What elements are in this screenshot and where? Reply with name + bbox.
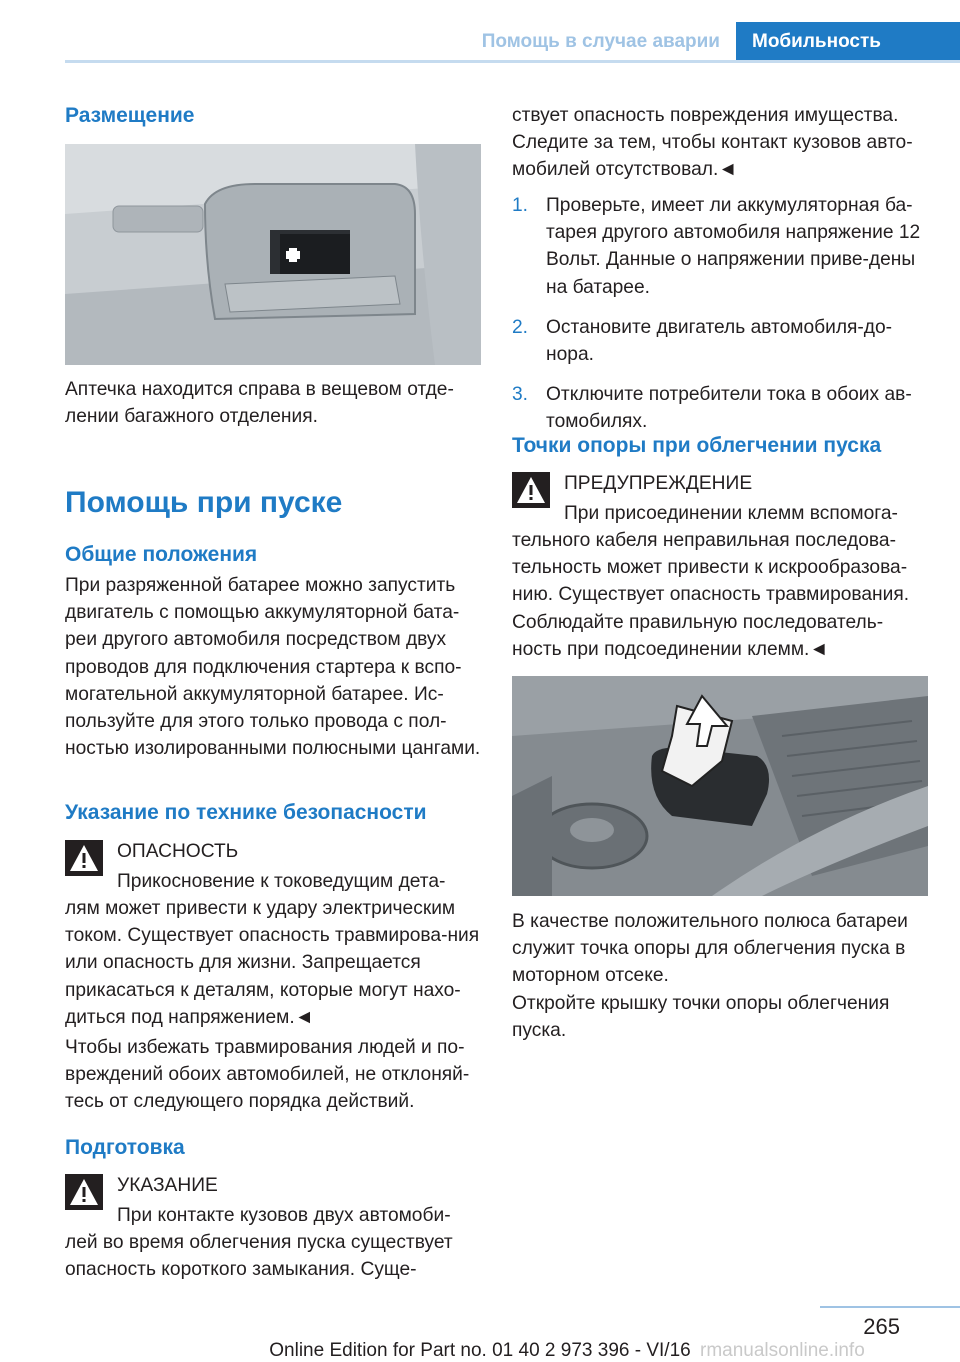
general-heading: Общие положения <box>65 543 258 566</box>
jump-points-heading: Точки опоры при облегчении пуска <box>512 434 882 457</box>
warning-icon <box>512 472 550 508</box>
danger-block <box>65 838 481 898</box>
first-aid-kit-photo <box>65 144 481 365</box>
notice-warning-icon <box>65 1174 103 1210</box>
notice-text-first-line: При контакте кузовов двух автомоби- <box>117 1205 451 1226</box>
general-text: При разряженной батарее можно запустить двигатель с помощью аккумуляторной бата-реи другого автомобиля посредством двух проводов для подключения стартера к вспо-могательной аккумуляторной батарее. Ис-пользуйте для этого только провода с пол-ностью изолированными полюсными цангами. <box>65 575 481 760</box>
header-divider <box>65 60 960 63</box>
jump-start-heading: Помощь при пуске <box>65 486 343 519</box>
positive-terminal-text: В качестве положительного полюса батареи служит точка опоры для облегчения пуска в моторном отсеке. <box>512 911 908 987</box>
step-number: 3. <box>512 384 529 406</box>
step-text: Отключите потребители тока в обоих ав-томобилях. <box>546 384 912 433</box>
warning-text: тельного кабеля неправильная последова-тельность может привести к искрообразова-нию. Существует опасность травмирования. Соблюдайте правильную последователь-ность при подсоединении клемм.◄ <box>512 530 910 660</box>
preparation-heading: Подготовка <box>65 1136 185 1159</box>
warning-title: ПРЕДУПРЕЖДЕНИЕ <box>564 473 753 494</box>
avoid-injury-text: Чтобы избежать травмирования людей и по-вреждений обоих автомобилей, не отклоняй-тесь от следующего порядка действий. <box>65 1037 470 1113</box>
first-aid-kit-illustration <box>65 144 481 365</box>
engine-bay-photo <box>512 676 928 896</box>
notice-block <box>65 1172 481 1232</box>
edition-footer: Online Edition for Part no. 01 40 2 973 396 - VI/16 <box>269 1340 691 1361</box>
section-tab[interactable]: Помощь в случае аварии <box>481 31 720 52</box>
danger-warning-icon <box>65 840 103 876</box>
placement-heading: Размещение <box>65 104 195 127</box>
step-text: Проверьте, имеет ли аккумуляторная ба-тарея другого автомобиля напряжение 12 Вольт. Данные о напряжении приве-дены на батарее. <box>546 195 921 298</box>
step-item <box>512 314 928 368</box>
engine-bay-illustration <box>512 676 928 896</box>
placement-caption: Аптечка находится справа в вещевом отде-лении багажного отделения. <box>65 379 454 428</box>
chapter-tab[interactable]: Мобильность <box>736 22 960 62</box>
danger-title: ОПАСНОСТЬ <box>117 841 239 862</box>
warning-text-first-line: При присоединении клемм вспомога- <box>564 503 898 524</box>
step-number: 2. <box>512 316 529 338</box>
step-number: 1. <box>512 195 529 216</box>
open-cover-text: Откройте крышку точки опоры облегчения пуска. <box>512 993 890 1042</box>
site-watermark: rmanualsonline.info <box>700 1340 865 1361</box>
preparation-steps <box>512 192 928 449</box>
danger-text-first-line: Прикосновение к токоведущим дета- <box>117 871 446 892</box>
page-number: 265 <box>863 1314 900 1339</box>
danger-text: лям может привести к удару электрическим током. Существует опасность травмирова-ния или опасность для жизни. Запрещается прикасаться к деталям, которые могут нахо-диться под напряжением.◄ <box>65 898 480 1028</box>
notice-title: УКАЗАНИЕ <box>117 1175 218 1196</box>
warning-block <box>512 470 928 530</box>
page-header <box>0 0 960 62</box>
notice-text: лей во время облегчения пуска существует опасность короткого замыкания. Суще- <box>65 1232 453 1281</box>
step-text: Остановите двигатель автомобиля-до-нора. <box>546 316 893 366</box>
step-item <box>512 192 928 301</box>
safety-heading: Указание по технике безопасности <box>65 801 427 824</box>
step-item <box>512 381 928 435</box>
notice-text-continued: ствует опасность повреждения имущества. Следите за тем, чтобы контакт кузовов авто-мобилей отсутствовал.◄ <box>512 105 913 181</box>
footer-divider <box>820 1306 960 1308</box>
